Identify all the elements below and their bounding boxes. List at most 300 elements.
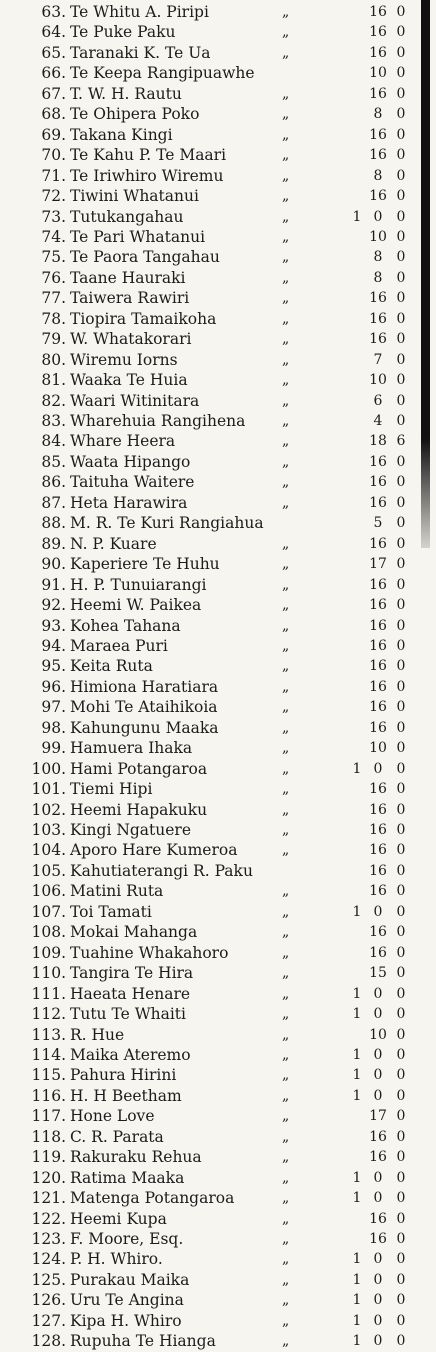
- ditto-mark: „: [282, 1149, 290, 1166]
- list-item: [0, 554, 436, 574]
- amount-pence: 6: [396, 433, 406, 450]
- list-item: [0, 759, 436, 779]
- amount-pence: 0: [396, 310, 406, 327]
- entry-number: 123.: [31, 1230, 66, 1248]
- list-item: [0, 922, 436, 942]
- entry-number: 102.: [31, 800, 66, 819]
- amount-shillings: 16: [369, 85, 387, 102]
- list-item: [0, 472, 436, 492]
- entry-number: 73.: [41, 207, 66, 226]
- subscriber-name: Toi Tamati: [70, 902, 152, 921]
- amount-pence: 0: [396, 392, 406, 409]
- amount-pence: 0: [396, 188, 406, 205]
- list-item: [0, 309, 436, 329]
- entry-number: 66.: [41, 64, 66, 83]
- amount-pence: 0: [396, 1251, 406, 1268]
- amount-pence: 0: [396, 1312, 406, 1329]
- ditto-mark: „: [282, 822, 290, 838]
- list-item: [0, 861, 436, 881]
- amount-pence: 0: [396, 1271, 406, 1288]
- amount-pence: 0: [396, 1128, 406, 1145]
- entry-number: 101.: [31, 780, 66, 799]
- amount-shillings: 5: [373, 515, 383, 532]
- amount-shillings: 10: [369, 1026, 387, 1043]
- amount-pence: 0: [396, 249, 406, 266]
- amount-pounds: 1: [352, 1312, 362, 1329]
- ditto-mark: „: [282, 699, 290, 716]
- list-item: [0, 1249, 436, 1269]
- amount-pence: 0: [396, 781, 406, 798]
- list-item: [0, 1086, 436, 1106]
- list-item: [0, 1168, 436, 1188]
- amount-shillings: 0: [373, 208, 383, 225]
- entry-number: 116.: [31, 1086, 66, 1105]
- ditto-mark: „: [282, 924, 290, 941]
- entry-number: 86.: [41, 473, 66, 492]
- list-item: [0, 595, 436, 615]
- amount-shillings: 16: [369, 699, 387, 716]
- list-item: [0, 22, 436, 42]
- list-item: [0, 84, 436, 104]
- amount-shillings: 0: [373, 1046, 383, 1063]
- amount-pounds: 1: [352, 1251, 362, 1268]
- amount-shillings: 16: [369, 597, 387, 614]
- list-item: [0, 1065, 436, 1085]
- ditto-mark: „: [282, 1046, 290, 1063]
- amount-shillings: 16: [369, 862, 387, 879]
- subscriber-name: Kingi Ngatuere: [70, 821, 192, 839]
- amount-shillings: 8: [373, 106, 383, 123]
- subscriber-name: N. P. Kuare: [70, 534, 157, 553]
- amount-shillings: 0: [373, 1006, 383, 1023]
- amount-shillings: 16: [369, 147, 387, 164]
- subscriber-name: Taranaki K. Te Ua: [70, 43, 211, 62]
- entry-number: 87.: [41, 493, 66, 512]
- subscriber-name: Rakuraku Rehua: [70, 1148, 202, 1167]
- ditto-mark: „: [282, 576, 290, 593]
- amount-shillings: 7: [373, 351, 383, 368]
- amount-shillings: 16: [369, 1210, 387, 1227]
- list-item: [0, 636, 436, 656]
- ditto-mark: „: [282, 392, 290, 409]
- entry-number: 107.: [31, 902, 66, 921]
- list-item: [0, 1311, 436, 1331]
- amount-pence: 0: [396, 1006, 406, 1023]
- entry-number: 100.: [31, 759, 66, 778]
- amount-shillings: 16: [369, 658, 387, 675]
- subscriber-name: Pahura Hirini: [70, 1066, 177, 1085]
- subscriber-name: Te Whitu A. Piripi: [70, 3, 209, 21]
- amount-pence: 0: [396, 637, 406, 654]
- subscriber-name: Wiremu Iorns: [70, 350, 178, 369]
- subscriber-name: C. R. Parata: [70, 1127, 164, 1146]
- amount-pence: 0: [396, 556, 406, 573]
- subscriber-name: Tuahine Whakahoro: [70, 943, 229, 962]
- ditto-mark: „: [282, 106, 290, 123]
- list-item: [0, 145, 436, 165]
- amount-shillings: 16: [369, 290, 387, 307]
- amount-shillings: 16: [369, 637, 387, 654]
- subscriber-name: Tutu Te Whaiti: [70, 1005, 186, 1024]
- entry-number: 63.: [41, 3, 66, 21]
- list-item: [0, 534, 436, 554]
- subscriber-name: Waata Hipango: [70, 452, 191, 471]
- list-item: [0, 493, 436, 513]
- amount-pounds: 1: [352, 208, 362, 225]
- amount-shillings: 8: [373, 269, 383, 286]
- amount-shillings: 4: [373, 413, 383, 429]
- subscriber-name: F. Moore, Esq.: [70, 1230, 184, 1248]
- amount-pence: 0: [396, 494, 406, 511]
- ditto-mark: „: [282, 883, 290, 900]
- subscriber-name: Kahutiaterangi R. Paku: [70, 861, 253, 880]
- entry-number: 118.: [31, 1127, 66, 1146]
- entry-number: 75.: [41, 248, 66, 267]
- amount-pence: 0: [396, 1026, 406, 1043]
- ditto-mark: „: [282, 1231, 290, 1247]
- amount-pence: 0: [396, 1149, 406, 1166]
- amount-shillings: 16: [369, 1149, 387, 1166]
- ditto-mark: „: [282, 965, 290, 982]
- entry-number: 113.: [31, 1025, 66, 1044]
- list-item: [0, 1270, 436, 1290]
- entry-number: 71.: [41, 166, 66, 185]
- amount-pence: 0: [396, 167, 406, 184]
- list-item: [0, 166, 436, 186]
- ditto-mark: „: [282, 290, 290, 307]
- list-item: [0, 1025, 436, 1045]
- list-item: [0, 984, 436, 1004]
- amount-pence: 0: [396, 617, 406, 634]
- amount-pence: 0: [396, 1046, 406, 1063]
- amount-pounds: 1: [352, 1087, 362, 1104]
- amount-pounds: 1: [352, 1292, 362, 1309]
- list-item: [0, 350, 436, 370]
- amount-pence: 0: [396, 65, 406, 82]
- subscriber-name: Whare Heera: [70, 432, 176, 451]
- amount-pence: 0: [396, 290, 406, 307]
- subscriber-name: Te Ohipera Poko: [70, 105, 200, 124]
- subscriber-name: Mokai Mahanga: [70, 923, 198, 942]
- entry-number: 79.: [41, 330, 66, 349]
- entry-number: 78.: [41, 309, 66, 328]
- amount-pence: 0: [396, 535, 406, 552]
- entry-number: 83.: [41, 412, 66, 430]
- subscriber-name: Te Pari Whatanui: [70, 227, 206, 246]
- subscriber-name: M. R. Te Kuri Rangiahua: [70, 514, 264, 533]
- subscriber-name: Matini Ruta: [70, 882, 164, 901]
- list-item: [0, 513, 436, 533]
- amount-pence: 0: [396, 1333, 406, 1350]
- ditto-mark: „: [282, 1169, 290, 1186]
- entry-number: 82.: [41, 391, 66, 410]
- ditto-mark: „: [282, 740, 290, 757]
- entry-number: 77.: [41, 289, 66, 308]
- subscriber-name: Kahungunu Maaka: [70, 718, 219, 737]
- subscriber-name: Uru Te Angina: [70, 1291, 184, 1310]
- ditto-mark: „: [282, 903, 290, 920]
- subscriber-name: Te Kahu P. Te Maari: [70, 146, 227, 165]
- ditto-mark: „: [282, 494, 290, 511]
- list-item: [0, 575, 436, 595]
- amount-shillings: 16: [369, 126, 387, 143]
- ditto-mark: „: [282, 637, 290, 654]
- ditto-mark: „: [282, 1108, 290, 1125]
- ditto-mark: „: [282, 1128, 290, 1145]
- amount-pence: 0: [396, 44, 406, 61]
- subscriber-name: Purakau Maika: [70, 1270, 190, 1289]
- amount-shillings: 8: [373, 249, 383, 266]
- subscriber-name: Wharehuia Rangihena: [70, 412, 246, 430]
- amount-pounds: 1: [352, 1006, 362, 1023]
- list-item: [0, 452, 436, 472]
- ditto-mark: „: [282, 1067, 290, 1084]
- entry-number: 114.: [31, 1045, 66, 1064]
- entry-number: 128.: [31, 1332, 66, 1351]
- ditto-mark: „: [282, 1210, 290, 1227]
- entry-number: 98.: [41, 718, 66, 737]
- subscriber-name: Tutukangahau: [70, 207, 184, 226]
- list-item: [0, 1290, 436, 1310]
- subscriber-name: Heemi Kupa: [70, 1209, 167, 1228]
- list-item: [0, 2, 436, 22]
- ditto-mark: „: [282, 678, 290, 695]
- amount-pence: 0: [396, 1169, 406, 1186]
- amount-pence: 0: [396, 126, 406, 143]
- subscriber-name: Hone Love: [70, 1107, 155, 1126]
- amount-pounds: 1: [352, 1046, 362, 1063]
- list-item: [0, 329, 436, 349]
- ditto-mark: „: [282, 433, 290, 450]
- list-item: [0, 431, 436, 451]
- amount-shillings: 16: [369, 44, 387, 61]
- subscriber-name: Te Puke Paku: [70, 23, 176, 42]
- list-item: [0, 391, 436, 411]
- amount-pence: 0: [396, 208, 406, 225]
- amount-pounds: 1: [352, 1271, 362, 1288]
- entry-number: 127.: [31, 1311, 66, 1330]
- list-item: [0, 779, 436, 799]
- amount-shillings: 16: [369, 1231, 387, 1247]
- ditto-mark: „: [282, 719, 290, 736]
- entry-number: 85.: [41, 452, 66, 471]
- subscriber-name: Tiemi Hipi: [70, 780, 153, 799]
- amount-shillings: 0: [373, 760, 383, 777]
- amount-shillings: 16: [369, 822, 387, 838]
- amount-shillings: 0: [373, 1169, 383, 1186]
- ditto-mark: „: [282, 351, 290, 368]
- subscriber-name: Waari Witinitara: [70, 391, 200, 410]
- amount-pence: 0: [396, 597, 406, 614]
- subscriber-name: Tiopira Tamaikoha: [70, 309, 217, 328]
- list-item: [0, 1127, 436, 1147]
- entry-number: 119.: [31, 1148, 66, 1167]
- amount-pounds: 1: [352, 760, 362, 777]
- amount-shillings: 16: [369, 842, 387, 859]
- entry-number: 96.: [41, 677, 66, 696]
- ditto-mark: „: [282, 535, 290, 552]
- amount-pence: 0: [396, 269, 406, 286]
- amount-shillings: 0: [373, 903, 383, 920]
- entry-number: 76.: [41, 268, 66, 287]
- subscriber-name: Keita Ruta: [70, 657, 153, 676]
- entry-number: 120.: [31, 1168, 66, 1187]
- amount-shillings: 16: [369, 719, 387, 736]
- subscriber-name: Kipa H. Whiro: [70, 1311, 182, 1330]
- ditto-mark: „: [282, 474, 290, 491]
- amount-shillings: 0: [373, 1190, 383, 1207]
- entry-number: 104.: [31, 841, 66, 860]
- ditto-mark: „: [282, 842, 290, 859]
- amount-pence: 0: [396, 822, 406, 838]
- amount-pence: 0: [396, 1108, 406, 1125]
- subscriber-name: Te Keepa Rangipuawhe: [70, 64, 255, 83]
- amount-pence: 0: [396, 147, 406, 164]
- entry-number: 68.: [41, 105, 66, 124]
- ditto-mark: „: [282, 985, 290, 1002]
- list-item: [0, 1106, 436, 1126]
- entry-number: 111.: [31, 984, 66, 1003]
- entry-number: 121.: [31, 1189, 66, 1208]
- ditto-mark: „: [282, 44, 290, 61]
- amount-shillings: 16: [369, 453, 387, 470]
- entry-number: 95.: [41, 657, 66, 676]
- ditto-mark: „: [282, 208, 290, 225]
- amount-pence: 0: [396, 85, 406, 102]
- amount-shillings: 16: [369, 188, 387, 205]
- list-item: [0, 1045, 436, 1065]
- ditto-mark: „: [282, 4, 290, 20]
- ditto-mark: „: [282, 1087, 290, 1104]
- subscriber-name: Kaperiere Te Huhu: [70, 555, 220, 574]
- list-item: [0, 370, 436, 390]
- list-item: [0, 227, 436, 247]
- amount-shillings: 8: [373, 167, 383, 184]
- subscriber-name: H. P. Tunuiarangi: [70, 575, 207, 594]
- subscriber-name: Waaka Te Huia: [70, 371, 188, 390]
- list-item: [0, 104, 436, 124]
- amount-shillings: 0: [373, 1067, 383, 1084]
- amount-shillings: 0: [373, 1333, 383, 1350]
- amount-shillings: 16: [369, 576, 387, 593]
- subscriber-name: Hami Potangaroa: [70, 759, 208, 778]
- entry-number: 89.: [41, 534, 66, 553]
- subscriber-name: Taituha Waitere: [70, 473, 195, 492]
- amount-shillings: 16: [369, 781, 387, 798]
- list-item: [0, 616, 436, 636]
- amount-shillings: 16: [369, 1128, 387, 1145]
- entry-number: 124.: [31, 1250, 66, 1269]
- subscriber-name: P. H. Whiro.: [70, 1250, 163, 1269]
- list-item: [0, 186, 436, 206]
- entry-number: 69.: [41, 125, 66, 144]
- entry-number: 122.: [31, 1209, 66, 1228]
- ditto-mark: „: [282, 1292, 290, 1309]
- subscriber-name: R. Hue: [70, 1025, 125, 1044]
- amount-pounds: 1: [352, 903, 362, 920]
- entry-number: 91.: [41, 575, 66, 594]
- ditto-mark: „: [282, 760, 290, 777]
- ditto-mark: „: [282, 658, 290, 675]
- amount-shillings: 16: [369, 617, 387, 634]
- subscriber-name: Matenga Potangaroa: [70, 1189, 235, 1208]
- entry-number: 117.: [31, 1107, 66, 1126]
- amount-shillings: 10: [369, 228, 387, 245]
- subscriber-name: Himiona Haratiara: [70, 677, 219, 696]
- list-item: [0, 288, 436, 308]
- list-item: [0, 718, 436, 738]
- ditto-mark: „: [282, 617, 290, 634]
- amount-pounds: 1: [352, 1333, 362, 1350]
- amount-pence: 0: [396, 862, 406, 879]
- list-item: [0, 902, 436, 922]
- entry-number: 106.: [31, 882, 66, 901]
- subscriber-name: T. W. H. Rautu: [70, 84, 182, 103]
- subscriber-name: Heemi W. Paikea: [70, 596, 202, 615]
- amount-pence: 0: [396, 924, 406, 941]
- list-item: [0, 1004, 436, 1024]
- amount-shillings: 10: [369, 372, 387, 389]
- entry-number: 125.: [31, 1270, 66, 1289]
- amount-pence: 0: [396, 1087, 406, 1104]
- subscriber-name: Heta Harawira: [70, 493, 188, 512]
- amount-pence: 0: [396, 1190, 406, 1207]
- subscriber-name: Hamuera Ihaka: [70, 739, 193, 758]
- subscriber-name: Heemi Hapakuku: [70, 800, 208, 819]
- ditto-mark: „: [282, 249, 290, 266]
- amount-shillings: 0: [373, 1087, 383, 1104]
- amount-pence: 0: [396, 1210, 406, 1227]
- entry-number: 115.: [31, 1066, 66, 1085]
- ditto-mark: „: [282, 944, 290, 961]
- amount-pence: 0: [396, 740, 406, 757]
- amount-pence: 0: [396, 719, 406, 736]
- list-item: [0, 1147, 436, 1167]
- list-item: [0, 820, 436, 840]
- ditto-mark: „: [282, 1333, 290, 1350]
- amount-pence: 0: [396, 760, 406, 777]
- amount-shillings: 16: [369, 801, 387, 818]
- ditto-mark: „: [282, 372, 290, 389]
- ditto-mark: „: [282, 188, 290, 205]
- ditto-mark: „: [282, 556, 290, 573]
- list-item: [0, 1209, 436, 1229]
- amount-pence: 0: [396, 1067, 406, 1084]
- amount-shillings: 16: [369, 24, 387, 41]
- amount-shillings: 15: [369, 965, 387, 982]
- subscriber-name: H. H Beetham: [70, 1086, 182, 1105]
- amount-shillings: 16: [369, 494, 387, 511]
- list-item: [0, 800, 436, 820]
- entry-number: 103.: [31, 821, 66, 839]
- ditto-mark: „: [282, 85, 290, 102]
- amount-shillings: 17: [369, 1108, 387, 1125]
- amount-pence: 0: [396, 372, 406, 389]
- amount-pence: 0: [396, 351, 406, 368]
- entry-number: 80.: [41, 350, 66, 369]
- amount-pounds: 1: [352, 1190, 362, 1207]
- amount-shillings: 18: [369, 433, 387, 450]
- entry-number: 105.: [31, 861, 66, 880]
- amount-shillings: 16: [369, 883, 387, 900]
- amount-pence: 0: [396, 228, 406, 245]
- amount-pence: 0: [396, 453, 406, 470]
- amount-pence: 0: [396, 678, 406, 695]
- entry-number: 94.: [41, 636, 66, 655]
- entry-number: 110.: [31, 964, 66, 983]
- entry-number: 74.: [41, 227, 66, 246]
- ditto-mark: „: [282, 147, 290, 164]
